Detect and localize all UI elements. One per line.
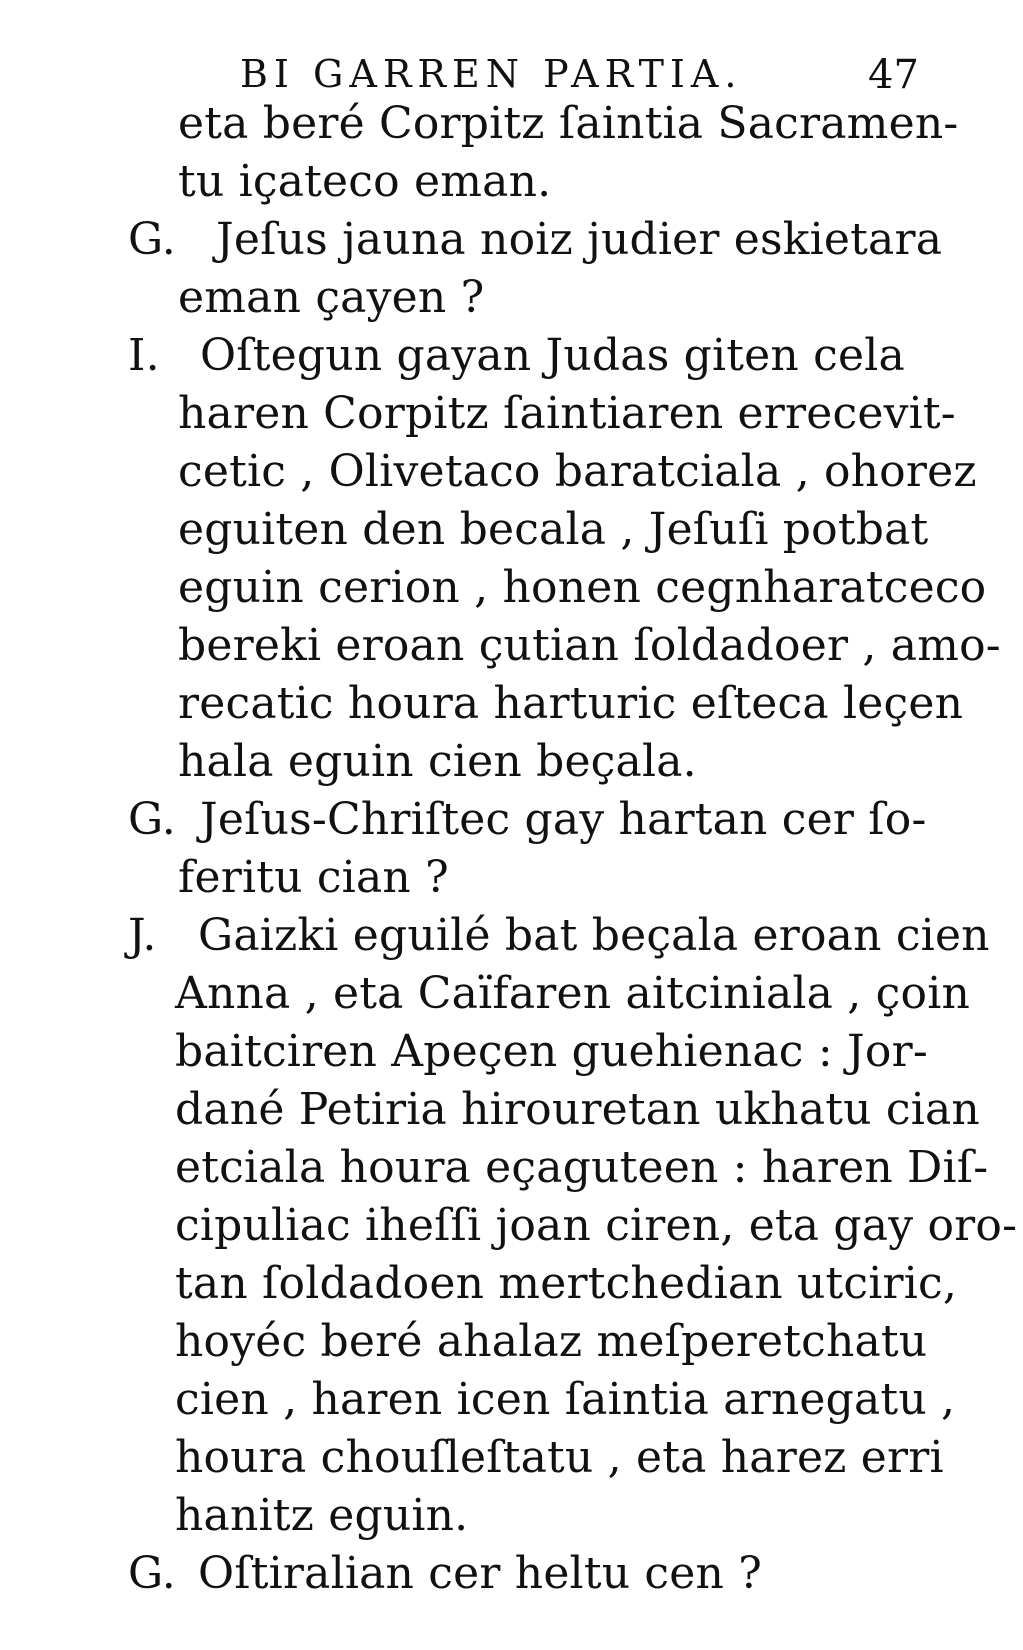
speaker-label: G. [128, 794, 176, 845]
question-line: G. Oſtiralian cer heltu cen ? [128, 1545, 888, 1603]
page-number: 47 [868, 52, 919, 98]
speaker-label: I. [128, 330, 160, 381]
speaker-label: G. [128, 1548, 176, 1599]
book-page: BI GARREN PARTIA. 47 eta beré Corpitz ſaintia Sacramen- tu içateco eman. G. Jeſus jauna noiz judier eskietara eman çayen ? I. Oſtegun gayan Judas giten cela haren Corpitz ſaintiaren errecevit- cetic , Olivetaco baratciala , ohorez eguiten den becala , Jeſuſi potbat eguin cerion , honen cegnharatceco bereki eroan çutian ſoldadoer , amo- recatic houra harturic eſteca leçen hala eguin cien beçala. G. Jeſus-Chriſtec gay hartan cer ſo- feritu cian ? J. Gaizki eguilé bat beçala eroan cien Anna , eta Caïfaren aitciniala , çoin baitciren Apeçen guehienac : Jor- dané Petiria hirouretan ukhatu cian etciala houra eçaguteen : haren Diſ- cipuliac iheſſi joan ciren, eta gay oro- tan ſoldadoen mertchedian utciric, hoyéc beré ahalaz meſperetchatu cien , haren icen ſaintia arnegatu , houra chouſleſtatu , eta harez erri hanitz eguin. G. Oſtiralian cer heltu cen ? [0, 0, 1023, 1650]
speaker-label: J. [128, 910, 157, 961]
question-line: G. Jeſus jauna noiz judier eskietara [128, 211, 888, 269]
section-title: BI GARREN PARTIA. [240, 52, 743, 96]
question-line: G. Jeſus-Chriſtec gay hartan cer ſo- [128, 791, 888, 849]
answer-line: I. Oſtegun gayan Judas giten cela [128, 327, 888, 385]
speaker-label: G. [128, 214, 176, 265]
answer-line: J. Gaizki eguilé bat beçala eroan cien [128, 907, 888, 965]
